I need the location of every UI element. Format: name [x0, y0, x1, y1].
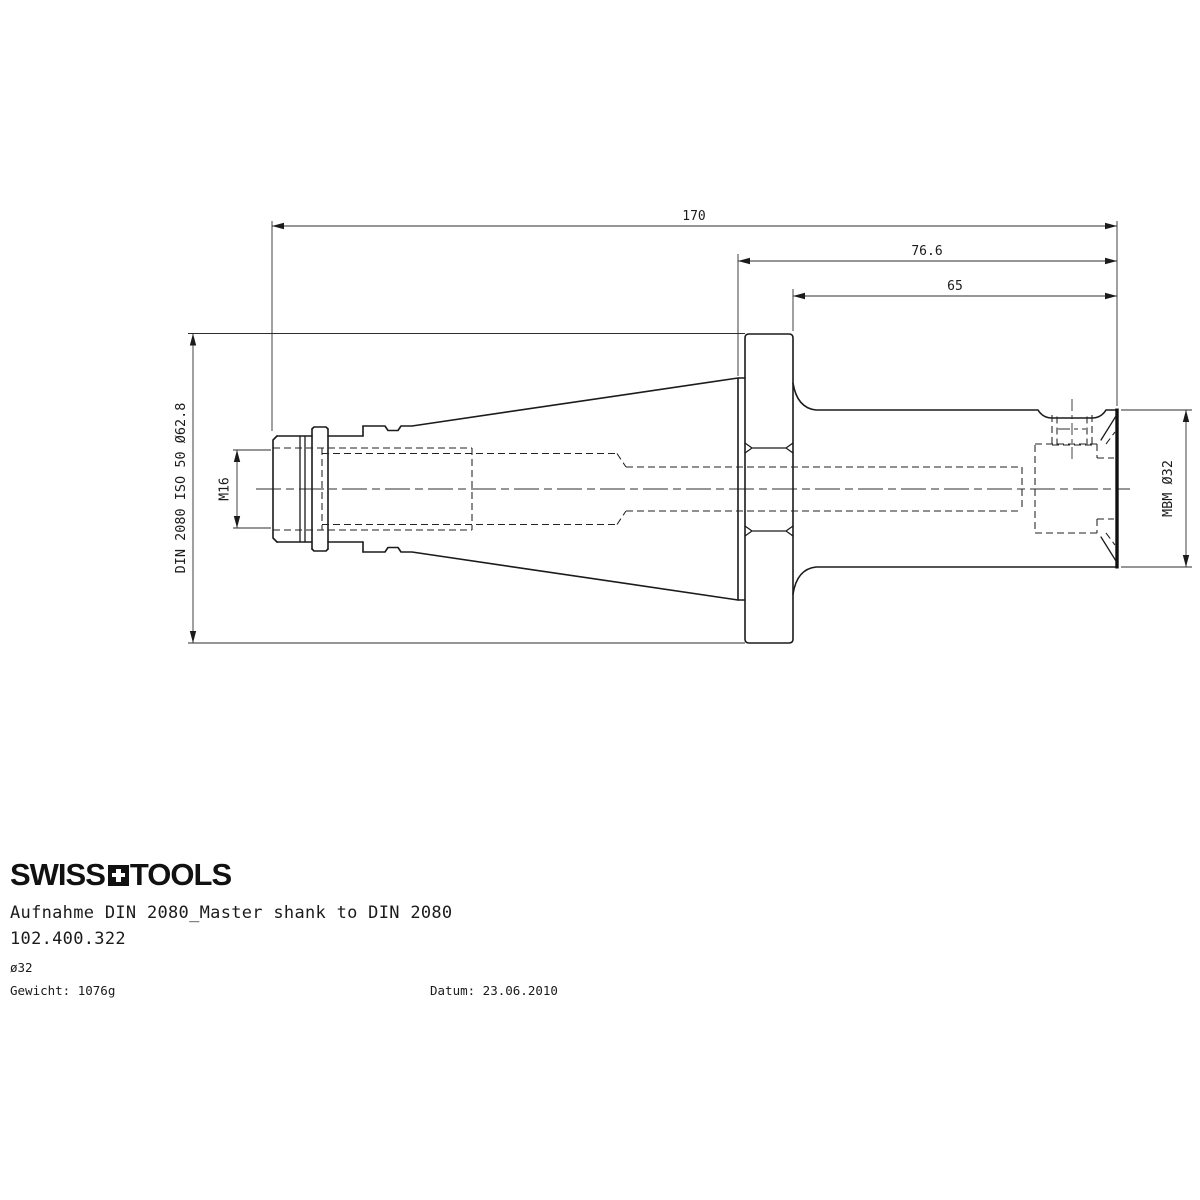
- dimension-cyl-section: [793, 279, 1117, 331]
- logo-text-swiss: SWISS: [10, 857, 105, 892]
- weight-label: Gewicht: 1076g: [10, 983, 116, 998]
- dim-label-76-6: 76.6: [911, 244, 943, 259]
- dimension-gauge-to-end: [738, 244, 1117, 376]
- product-title: Aufnahme DIN 2080_Master shank to DIN 2080: [10, 903, 453, 923]
- dimension-overall-length: [272, 209, 1117, 431]
- part-outline: [273, 334, 1117, 643]
- diameter-note: ø32: [10, 960, 33, 975]
- swisstools-logo: [10, 857, 232, 892]
- dim-label-65: 65: [947, 279, 963, 294]
- date-label: Datum: 23.06.2010: [430, 983, 558, 998]
- dim-label-mbm-32: MBM Ø32: [1160, 460, 1176, 517]
- logo-text-tools: TOOLS: [129, 857, 232, 892]
- flange: [745, 334, 793, 643]
- article-number: 102.400.322: [10, 929, 126, 949]
- swiss-cross-icon: [108, 865, 129, 886]
- dimension-bore-mbm32: [1121, 410, 1192, 567]
- dim-label-170: 170: [682, 209, 706, 224]
- dim-label-m16: M16: [217, 477, 233, 501]
- hidden-lines: [273, 415, 1115, 545]
- dimension-shank-diameter: [173, 334, 745, 644]
- dim-label-din2080-iso50: DIN 2080 ISO 50 Ø62.8: [173, 402, 189, 574]
